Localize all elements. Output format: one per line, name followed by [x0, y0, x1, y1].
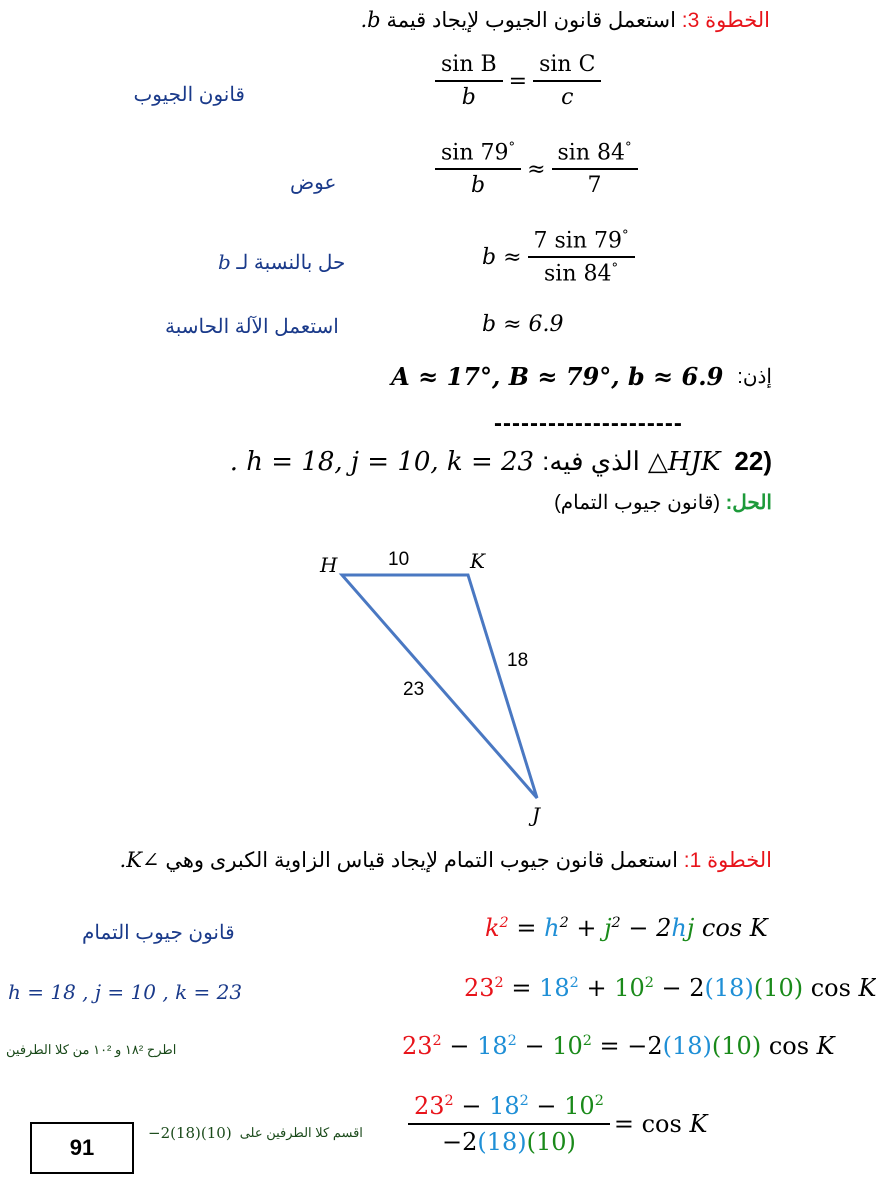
- side-kj-label: 18: [507, 650, 529, 671]
- cos-eq3-c: 10: [552, 1032, 583, 1060]
- eq2-op: ≈: [527, 156, 546, 182]
- eq3-num: 7 sin 79: [533, 228, 622, 254]
- problem-22: [230, 446, 772, 477]
- law-of-cosines-label: قانون جيوب التمام: [82, 922, 235, 944]
- cos-eq2-b: 18: [539, 974, 570, 1002]
- cos-eq3-a: 23: [402, 1032, 433, 1060]
- vertex-j-label: J: [532, 803, 541, 827]
- vertex-k-label: K: [470, 549, 485, 573]
- eq2-num-right: sin 84: [557, 140, 625, 166]
- triangle-hjk-diagram: [300, 520, 560, 840]
- side-hj-label: 23: [403, 679, 425, 700]
- substitute-label: عوض: [290, 172, 337, 194]
- law-of-cosines-equation: $k^2 = h^2 + j^2 - 2hj$ cos K: [485, 914, 768, 942]
- cosine-substituted-equation: $23^2 = 18^2 + 10^2 - 2(18)(10)$ cos K: [464, 974, 876, 1002]
- eq1-num-right: sin C: [539, 52, 596, 77]
- problem-22-middle: الذي فيه:: [542, 446, 640, 476]
- triangle-hjk-shape: [342, 575, 537, 798]
- step3-text: استعمل قانون الجيوب لإيجاد قيمة: [386, 9, 676, 32]
- step1-angle: ∠K.: [119, 848, 160, 872]
- conclusion-text: A ≈ 17°, B ≈ 79°, b ≈ 6.9: [391, 362, 724, 391]
- conclusion-line: [391, 362, 772, 391]
- problem-22-triangle: △HJK: [647, 446, 721, 477]
- calculator-result: b ≈ 6.9: [482, 312, 564, 337]
- divide-value: −2(18)(10): [148, 1124, 232, 1142]
- subtract-label: اطرح ١٨² و ١٠² من كلا الطرفين: [6, 1042, 177, 1057]
- step1-text: استعمل قانون جيوب التمام لإيجاد قياس الزاوية الكبرى وهي: [165, 849, 678, 872]
- eq1-den-right: c: [533, 80, 601, 110]
- law-of-sines-equation: [435, 52, 601, 110]
- solution-label: الحل:: [725, 492, 772, 514]
- cos-eq-k: k: [485, 914, 500, 942]
- eq2-den-right: 7: [552, 168, 638, 198]
- step3-var: b.: [360, 8, 381, 32]
- page-number: 91: [30, 1122, 134, 1174]
- conclusion-prefix: إذن:: [737, 366, 772, 388]
- solve-for-label: [218, 250, 345, 275]
- solve-for-text: حل بالنسبة لـ: [236, 252, 346, 274]
- problem-22-values: . h = 18, j = 10, k = 23: [229, 446, 535, 477]
- eq1-op: =: [508, 68, 528, 94]
- step3-label: الخطوة 3:: [681, 9, 770, 32]
- cos-eq3-b: 18: [477, 1032, 508, 1060]
- eq3-den: sin 84: [544, 261, 612, 287]
- divide-label-group: [148, 1124, 363, 1142]
- vertex-h-label: H: [320, 553, 338, 577]
- calculator-label: استعمل الآلة الحاسبة: [165, 316, 339, 338]
- solve-equation: b ≈ $\frac{7 \sin 79^\circ}{\sin 84^\circ}$: [482, 228, 635, 287]
- eq3-lhs: b ≈: [482, 244, 522, 270]
- law-of-sines-label: قانون الجيوب: [133, 84, 245, 106]
- solve-for-var: b: [218, 250, 231, 274]
- eq1-den-left: b: [435, 80, 503, 110]
- step3-heading: [360, 8, 770, 33]
- solution-line: [554, 490, 772, 515]
- solution-text: (قانون جيوب التمام): [554, 492, 721, 514]
- step1-heading: [120, 848, 772, 873]
- cosine-divided-equation: $\frac{23^2 - 18^2 - 10^2}{-2(18)(10)}$ = cos K: [408, 1092, 707, 1156]
- eq1-num-left: sin B: [441, 52, 497, 77]
- cosine-subtracted-equation: $23^2 - 18^2 - 10^2 = -2(18)(10)$ cos K: [402, 1032, 835, 1060]
- substitution-values-label: h = 18 , j = 10 , k = 23: [8, 980, 243, 1004]
- divide-label: اقسم كلا الطرفين على: [239, 1125, 363, 1140]
- eq2-num-left: sin 79: [441, 140, 509, 166]
- cos-eq2-c: 10: [614, 974, 645, 1002]
- side-hk-label: 10: [388, 549, 410, 570]
- problem-22-number: 22): [734, 446, 772, 476]
- cos-eq2-a: 23: [464, 974, 495, 1002]
- step1-label: الخطوة 1:: [683, 849, 772, 872]
- substitute-equation: $\frac{\sin 79^\circ}{b}$ ≈ $\frac{\sin 84^\circ}{7}$: [435, 140, 638, 198]
- eq2-den-left: b: [435, 168, 521, 198]
- divider: ---------------------: [494, 410, 683, 437]
